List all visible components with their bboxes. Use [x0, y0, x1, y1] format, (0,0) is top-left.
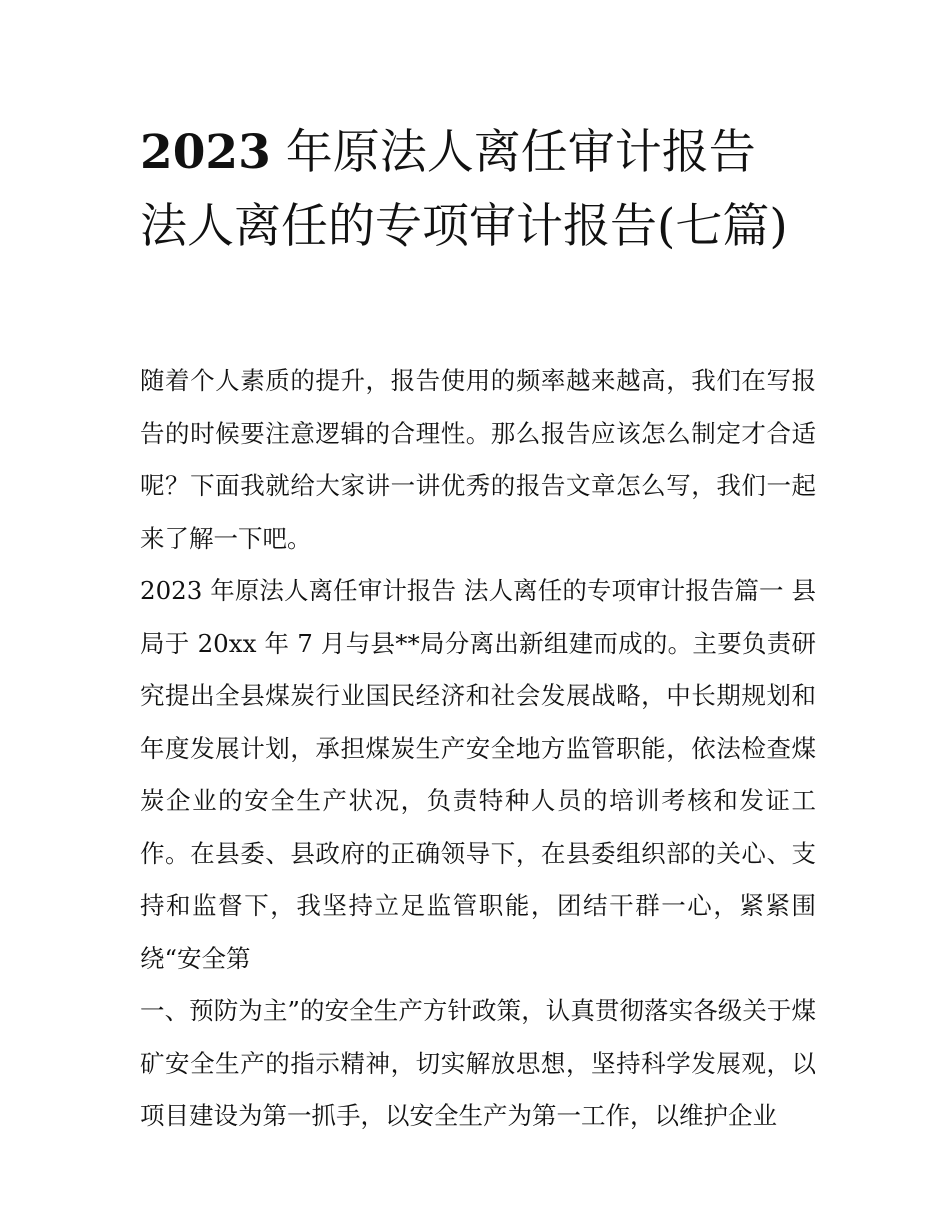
title-line-2: 法人离任的专项审计报告(七篇) — [140, 199, 788, 254]
title-line-1-text: 年原法人离任审计报告 — [270, 125, 756, 180]
title-line-1 — [140, 116, 820, 190]
body-paragraph-1: 2023 年原法人离任审计报告 法人离任的专项审计报告篇一 县局于 20xx 年 7 月与县**局分离出新组建而成的。主要负责研究提出全县煤炭行业国民经济和社会发展战略，中长期规划和年度发展计划，承担煤炭生产安全地方监管职能，依法检查煤炭企业的安全生产状况，负责特种人员的培训考核和发证工作。在县委、县政府的正确领导下，在县委组织部的关心、支持和监督下，我坚持立足监管职能，团结干群一心，紧紧围绕“安全第 — [140, 576, 816, 973]
document-title — [140, 116, 820, 264]
title-year: 2023 — [140, 125, 271, 180]
body-paragraph-2: 一、预防为主”的安全生产方针政策，认真贯彻落实各级关于煤矿安全生产的指示精神，切实解放思想，坚持科学发展观，以项目建设为第一抓手，以安全生产为第一工作，以维护企业 — [140, 996, 816, 1130]
document-body — [140, 355, 816, 1143]
intro-paragraph: 随着个人素质的提升，报告使用的频率越来越高，我们在写报告的时候要注意逻辑的合理性。那么报告应该怎么制定才合适呢？下面我就给大家讲一讲优秀的报告文章怎么写，我们一起来了解一下吧。 — [140, 366, 816, 553]
